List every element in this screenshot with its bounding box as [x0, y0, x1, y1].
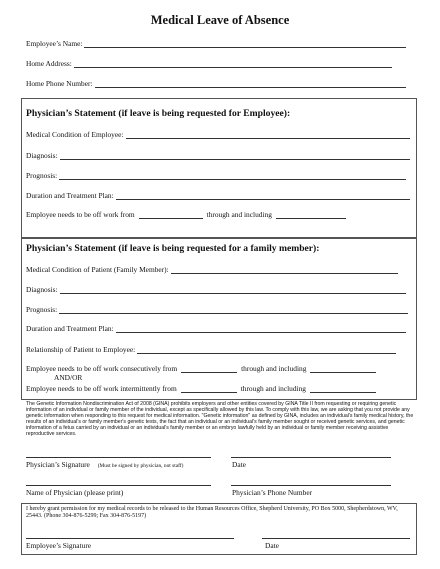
release-text: I hereby grant permission for my medical records to be released to the Human Resources Office, Shepherd University, PO Box 5000, Shepherdstown, WV, 25443. (Phone 304-876-5299; Fax 304-876-5197) — [26, 506, 398, 520]
s2-prognosis-row — [26, 305, 408, 314]
home-phone-label: Home Phone Number: — [26, 79, 93, 88]
physician-signature-label: Physician’s Signature — [26, 460, 90, 469]
s1-prognosis-row — [26, 171, 406, 180]
employee-signature-line[interactable] — [26, 538, 234, 539]
s2-diagnosis-row — [26, 285, 406, 294]
s2-condition-field[interactable] — [171, 267, 398, 274]
gina-notice: The Genetic Information Nondiscrimination Act of 2008 (GINA) prohibits employers and other entities covered by GINA Title II from requesting or requiring genetic information of an individual or family member of the individual, except as specifically allowed by this law. To comply with this law, we are asking that you not provide any genetic information when responding to this request for medical information. "Genetic information" as defined by GINA, includes an individual's family medical history, the results of an individual's or family member's genetic tests, the fact that an individual or an individual's family member sought or received genetic services, and genetic information of a fetus carried by an individual or an individual's family member or an embryo lawfully held by an individual or family member receiving assistive reproductive services. — [26, 401, 414, 438]
s2-relationship-row — [26, 345, 396, 354]
s1-condition-row — [26, 130, 410, 139]
s1-duration-label: Duration and Treatment Plan: — [26, 191, 114, 200]
s2-intermittent-row — [26, 384, 380, 393]
physician-name-line[interactable] — [26, 485, 211, 486]
s1-condition-field[interactable] — [126, 132, 411, 139]
physician-phone-line[interactable] — [231, 485, 391, 486]
s1-prognosis-field[interactable] — [59, 173, 406, 180]
s2-duration-row — [26, 324, 406, 333]
employee-date-line[interactable] — [262, 538, 410, 539]
s1-diagnosis-label: Diagnosis: — [26, 151, 58, 160]
s2-prognosis-field[interactable] — [59, 307, 408, 314]
s1-diagnosis-row — [26, 151, 410, 160]
s2-condition-label: Medical Condition of Patient (Family Member): — [26, 265, 169, 274]
s1-through-label: through and including — [206, 210, 272, 219]
s2-intermittent-from-field[interactable] — [181, 386, 237, 393]
physician-date-line[interactable] — [231, 457, 391, 458]
physician-signature-label-wrap — [26, 460, 183, 469]
home-address-field[interactable] — [74, 61, 392, 68]
s1-offwork-through-field[interactable] — [276, 212, 346, 219]
s1-diagnosis-field[interactable] — [60, 153, 410, 160]
s2-duration-label: Duration and Treatment Plan: — [26, 324, 114, 333]
s1-offwork-from-field[interactable] — [139, 212, 203, 219]
physician-name-label: Name of Physician (please print) — [26, 488, 124, 497]
employee-name-label: Employee’s Name: — [26, 39, 83, 48]
employee-name-field[interactable] — [84, 41, 406, 48]
page-title: Medical Leave of Absence — [150, 13, 290, 27]
signature-note: (Must be signed by physician, not staff) — [97, 463, 184, 469]
physician-signature-line[interactable] — [26, 457, 211, 458]
s2-through-label-2: through and including — [240, 384, 306, 393]
s2-diagnosis-field[interactable] — [60, 287, 406, 294]
s1-duration-field[interactable] — [116, 193, 410, 200]
s2-relationship-label: Relationship of Patient to Employee: — [26, 345, 136, 354]
s2-condition-row — [26, 265, 398, 274]
s1-offwork-label: Employee needs to be off work from — [26, 210, 135, 219]
home-address-label: Home Address: — [26, 59, 72, 68]
employee-date-label: Date — [265, 541, 279, 550]
s2-relationship-field[interactable] — [137, 347, 396, 354]
s2-consecutive-through-field[interactable] — [310, 366, 376, 373]
s1-condition-label: Medical Condition of Employee: — [26, 130, 124, 139]
s2-consecutive-row — [26, 364, 380, 373]
home-address-row — [26, 59, 392, 68]
employee-signature-label: Employee’s Signature — [26, 541, 92, 550]
home-phone-row — [26, 79, 406, 88]
s2-intermittent-label: Employee needs to be off work intermittently from — [26, 384, 177, 393]
section2-heading: Physician’s Statement (if leave is being requested for a family member): — [26, 243, 320, 254]
s2-intermittent-through-field[interactable] — [310, 386, 376, 393]
home-phone-field[interactable] — [95, 81, 406, 88]
s1-offwork-row — [26, 210, 350, 219]
s2-through-label: through and including — [241, 364, 307, 373]
physician-phone-label: Physician’s Phone Number — [232, 488, 313, 497]
s2-consecutive-from-field[interactable] — [181, 366, 237, 373]
s1-duration-row — [26, 191, 410, 200]
section1-heading: Physician’s Statement (if leave is being requested for Employee): — [26, 108, 291, 119]
s2-consecutive-label: Employee needs to be off work consecutively from — [26, 364, 178, 373]
s2-diagnosis-label: Diagnosis: — [26, 285, 58, 294]
s1-prognosis-label: Prognosis: — [26, 171, 58, 180]
physician-date-label: Date — [232, 460, 246, 469]
s2-prognosis-label: Prognosis: — [26, 305, 58, 314]
s2-duration-field[interactable] — [116, 326, 406, 333]
andor-label: AND/OR — [54, 373, 83, 382]
employee-name-row — [26, 39, 406, 48]
